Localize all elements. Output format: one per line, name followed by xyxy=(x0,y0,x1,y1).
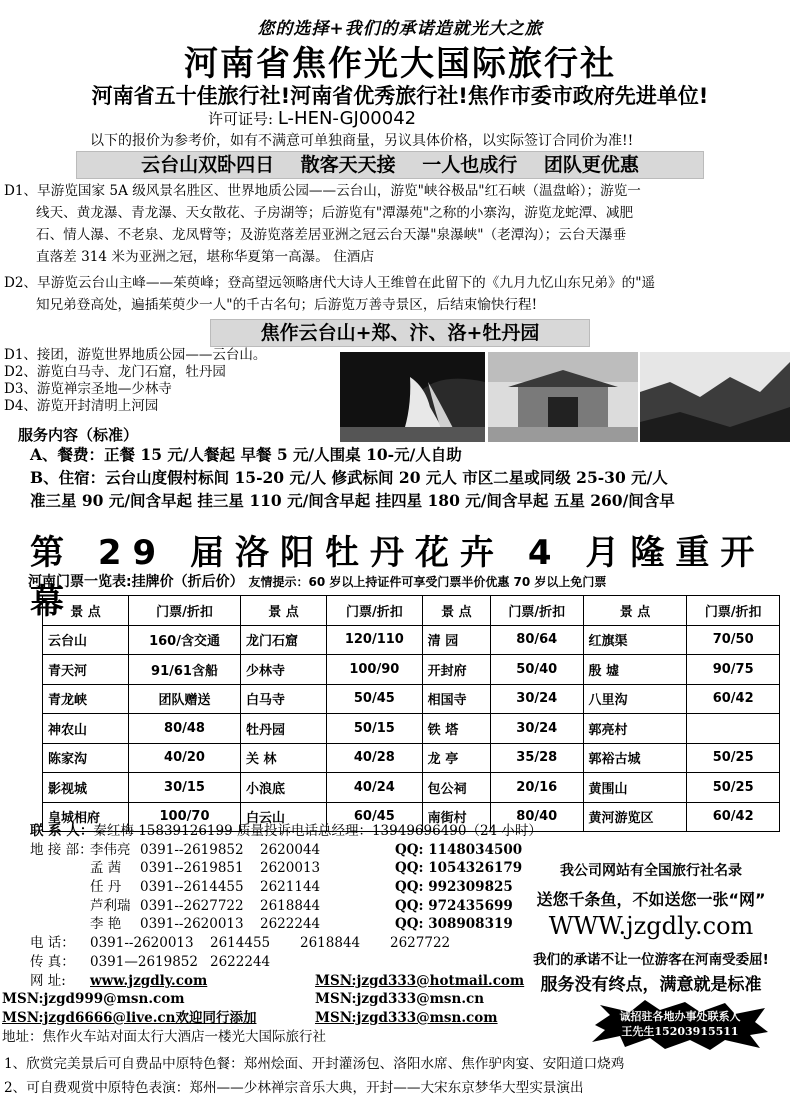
ticket-price-cell: 50/25 xyxy=(687,743,780,773)
scenic-name-cell: 陈家沟 xyxy=(43,743,129,773)
ticket-price-cell: 35/28 xyxy=(490,743,583,773)
day1-line: 直落差 314 米为亚洲之冠，堪称华夏第一高瀑。 住酒店 xyxy=(36,249,374,265)
staff-name: 任 丹 xyxy=(90,879,122,896)
price-note: 以下的报价为参考价，如有不满意可单独商量，另议具体价格，以实际签订合同价为准!! xyxy=(90,133,634,149)
ticket-price-cell: 60/42 xyxy=(687,802,780,832)
fax-value: 2622244 xyxy=(210,953,271,970)
tel-value: 2627722 xyxy=(390,935,451,952)
msn-link[interactable]: MSN:jzgd333@hotmail.com xyxy=(315,972,525,989)
mountain-photo xyxy=(640,352,790,442)
tour1-day1 xyxy=(4,180,796,268)
extra-item: 1、欣赏完美景后可自费品中原特色餐：郑州烩面、开封灌汤包、洛阳水席、焦作驴肉宴、安阳道口烧鸡 xyxy=(4,1056,625,1072)
msn-link[interactable]: MSN:jzgd333@msn.com xyxy=(315,1009,498,1026)
staff-row xyxy=(30,859,542,878)
staff-qq: QQ: 1148034500 xyxy=(395,841,523,858)
contact-label: 联 系 人： xyxy=(30,823,94,839)
license-number: L-HEN-GJ00042 xyxy=(277,108,417,129)
tel-value: 2614455 xyxy=(210,935,271,952)
scenic-name-cell: 青天河 xyxy=(43,655,129,685)
staff-row xyxy=(30,878,542,897)
scenic-name-cell: 皇城相府 xyxy=(43,802,129,832)
extra-item: 2、可自费观赏中原特色表演：郑州——少林禅宗音乐大典，开封——大宋东京梦华大型实景演出 xyxy=(4,1080,584,1096)
fax-value: 0391—2619852 xyxy=(90,953,198,970)
scenic-name-cell: 小浪底 xyxy=(240,773,326,803)
scenic-name-cell: 八里沟 xyxy=(583,684,687,714)
license-line xyxy=(208,108,416,129)
scenic-name-cell: 龙门石窟 xyxy=(240,625,326,655)
scenic-name-cell: 相国寺 xyxy=(422,684,490,714)
ticket-price-cell: 40/20 xyxy=(129,743,241,773)
day2-line: 知兄弟登高处，遍插茱萸少一人"的千古名句；后游览万善寺景区，后结束愉快行程! xyxy=(36,297,538,313)
staff-ext: 2618844 xyxy=(260,897,321,914)
staff-qq: QQ: 972435699 xyxy=(395,897,513,914)
scenic-name-cell: 神农山 xyxy=(43,714,129,744)
staff-qq: QQ: 992309825 xyxy=(395,879,513,896)
staff-name: 芦利瑞 xyxy=(90,897,131,914)
scenic-name-cell: 郭裕古城 xyxy=(583,743,687,773)
web-row xyxy=(30,972,542,991)
staff-name: 李 艳 xyxy=(90,916,122,933)
staff-list xyxy=(30,841,542,934)
honors-line: 河南省五十佳旅行社!河南省优秀旅行社!焦作市委市政府先进单位! xyxy=(91,84,709,108)
msn-row xyxy=(2,1009,542,1028)
table-row xyxy=(43,625,780,655)
ticket-price-cell: 50/40 xyxy=(490,655,583,685)
header-price: 门票/折扣 xyxy=(687,596,780,626)
ticket-price-cell: 50/25 xyxy=(687,773,780,803)
tour2-banner: 焦作云台山+郑、汴、洛+牡丹园 xyxy=(210,319,590,347)
promo-website[interactable]: WWW.jzgdly.com xyxy=(548,912,754,940)
table-row xyxy=(43,655,780,685)
scenic-name-cell: 龙 亭 xyxy=(422,743,490,773)
promo-net-slogan: 送您千条鱼，不如送您一张“网” xyxy=(536,890,766,909)
web-label: 网 址: xyxy=(30,972,66,989)
itinerary-day: D3、游览禅宗圣地—少林寺 xyxy=(4,381,172,397)
staff-qq: QQ: 1054326179 xyxy=(395,860,523,877)
license-label: 许可证号: xyxy=(208,110,274,128)
ticket-price-cell xyxy=(687,714,780,744)
staff-phone: 0391--2614455 xyxy=(140,879,244,896)
ticket-price-cell: 80/40 xyxy=(490,802,583,832)
ticket-header-row xyxy=(43,596,780,626)
scenic-name-cell: 白云山 xyxy=(240,802,326,832)
promo-directory: 我公司网站有全国旅行社名录 xyxy=(560,863,742,879)
ticket-price-cell: 40/28 xyxy=(327,743,423,773)
header-price: 门票/折扣 xyxy=(490,596,583,626)
staff-qq: QQ: 308908319 xyxy=(395,916,513,933)
ticket-price-cell: 80/64 xyxy=(490,625,583,655)
day1-line: D1、早游览国家 5A 级风景名胜区、世界地质公园——云台山，游览"峡谷极品"红石峡（温盘峪）；游览一 xyxy=(4,183,641,199)
scenic-name-cell: 铁 塔 xyxy=(422,714,490,744)
agency-title: 河南省焦作光大国际旅行社 xyxy=(184,44,616,84)
table-row xyxy=(43,714,780,744)
waterfall-photo xyxy=(340,352,485,442)
table-row xyxy=(43,743,780,773)
ticket-table xyxy=(42,595,780,832)
address: 地址：焦作火车站对面太行大酒店一楼光大国际旅行社 xyxy=(2,1028,326,1045)
msn-link[interactable]: MSN:jzgd999@msn.com xyxy=(2,991,185,1008)
header-scenic: 景 点 xyxy=(240,596,326,626)
staff-name: 李伟亮 xyxy=(90,841,131,858)
scenic-name-cell: 开封府 xyxy=(422,655,490,685)
tour2-itinerary xyxy=(4,347,266,415)
msn-row xyxy=(2,990,542,1009)
tel-row xyxy=(30,934,542,953)
ticket-price-cell: 70/50 xyxy=(687,625,780,655)
contact-value: 秦红梅 15839126199 质量投诉电话总经理：13949696490（24 小时） xyxy=(93,823,542,839)
header-price: 门票/折扣 xyxy=(327,596,423,626)
temple-photo xyxy=(488,352,638,442)
scenic-name-cell: 包公祠 xyxy=(422,773,490,803)
staff-ext: 2622244 xyxy=(260,916,321,933)
hotel-line: 准三星 90 元/间含早起 挂三星 110 元/间含早起 挂四星 180 元/间含早起 五星 260/间含早 xyxy=(30,491,675,510)
ticket-price-cell: 50/45 xyxy=(327,684,423,714)
ticket-price-cell: 60/42 xyxy=(687,684,780,714)
scenic-name-cell: 青龙峡 xyxy=(43,684,129,714)
staff-ext: 2621144 xyxy=(260,879,321,896)
staff-row xyxy=(30,841,542,860)
ticket-price-cell: 100/70 xyxy=(129,802,241,832)
fax-row xyxy=(30,953,542,972)
header-scenic: 景 点 xyxy=(583,596,687,626)
recruit-burst xyxy=(590,1000,770,1050)
promo-promise: 我们的承诺不让一位游客在河南受委屈! xyxy=(533,952,769,968)
itinerary-day: D1、接团，游览世界地质公园——云台山。 xyxy=(4,347,267,363)
tour1-day2 xyxy=(4,272,796,316)
header-scenic: 景 点 xyxy=(422,596,490,626)
ticket-price-cell: 30/24 xyxy=(490,714,583,744)
scenic-name-cell: 关 林 xyxy=(240,743,326,773)
ticket-price-cell: 160/含交通 xyxy=(129,625,241,655)
scenic-name-cell: 南街村 xyxy=(422,802,490,832)
staff-phone: 0391--2620013 xyxy=(140,916,244,933)
tel-value: 0391--2620013 xyxy=(90,935,194,952)
ticket-price-cell: 40/24 xyxy=(327,773,423,803)
msn-link[interactable]: MSN:jzgd6666@live.cn欢迎同行添加 xyxy=(2,1009,257,1026)
staff-name: 孟 茜 xyxy=(90,860,122,877)
day1-line: 线天、黄龙瀑、青龙瀑、天女散花、子房湖等；后游览有"潭瀑苑"之称的小寨沟，游览龙蛇潭、减肥 xyxy=(36,205,634,221)
scenic-name-cell: 少林寺 xyxy=(240,655,326,685)
staff-ext: 2620044 xyxy=(260,841,321,858)
contact-person-row xyxy=(30,822,542,841)
tour1-banner: 云台山双卧四日 散客天天接 一人也成行 团队更优惠 xyxy=(76,151,704,179)
msn-link[interactable]: MSN:jzgd333@msn.cn xyxy=(315,991,485,1008)
itinerary-day: D4、游览开封清明上河园 xyxy=(4,398,159,414)
scenic-name-cell: 殷 墟 xyxy=(583,655,687,685)
day2-line: D2、早游览云台山主峰——茱萸峰；登高望远领略唐代大诗人王维曾在此留下的《九月九忆山东兄弟》的"遥 xyxy=(4,275,656,291)
ticket-heading xyxy=(28,571,606,591)
ticket-price-cell: 30/24 xyxy=(490,684,583,714)
header-scenic: 景 点 xyxy=(43,596,129,626)
ticket-price-cell: 30/15 xyxy=(129,773,241,803)
scenic-name-cell: 黄河游览区 xyxy=(583,802,687,832)
ticket-title: 河南门票一览表:挂牌价（折后价） xyxy=(28,574,244,590)
staff-phone: 0391--2619852 xyxy=(140,841,244,858)
ticket-price-cell: 120/110 xyxy=(327,625,423,655)
ticket-price-cell: 团队赠送 xyxy=(129,684,241,714)
recruit-line: 诚招驻各地办事处联系人 xyxy=(619,1010,741,1023)
recruit-line: 王先生15203915511 xyxy=(621,1025,739,1038)
meal-line: A、餐费：正餐 15 元/人餐起 早餐 5 元/人围桌 10-元/人自助 xyxy=(30,445,462,464)
promo-service: 服务没有终点，满意就是标准 xyxy=(540,975,762,995)
ticket-price-cell: 100/90 xyxy=(327,655,423,685)
service-heading: 服务内容（标准） xyxy=(18,426,139,444)
hotel-line: B、住宿：云台山度假村标间 15-20 元/人 修武标间 20 元人 市区二星或同级 25-30 元/人 xyxy=(30,468,668,487)
table-row xyxy=(43,773,780,803)
header-price: 门票/折扣 xyxy=(129,596,241,626)
ticket-price-cell: 80/48 xyxy=(129,714,241,744)
scenic-name-cell: 黄围山 xyxy=(583,773,687,803)
extras-block xyxy=(4,1052,624,1100)
peony-festival-headline: 第 29 届洛阳牡丹花卉 4 月隆重开幕 xyxy=(30,533,766,622)
scenic-name-cell: 白马寺 xyxy=(240,684,326,714)
table-row xyxy=(43,684,780,714)
ticket-price-cell: 91/61含船 xyxy=(129,655,241,685)
scenic-name-cell: 郭亮村 xyxy=(583,714,687,744)
contacts-block xyxy=(2,822,542,1046)
staff-row xyxy=(30,915,542,934)
fax-label: 传 真： xyxy=(30,953,75,970)
scenic-name-cell: 清 园 xyxy=(422,625,490,655)
tel-value: 2618844 xyxy=(300,935,361,952)
tagline: 您的选择+我们的承诺造就光大之旅 xyxy=(257,19,543,39)
scenic-name-cell: 牡丹园 xyxy=(240,714,326,744)
scenic-name-cell: 红旗渠 xyxy=(583,625,687,655)
staff-row xyxy=(30,897,542,916)
ticket-price-cell: 50/15 xyxy=(327,714,423,744)
staff-phone: 0391--2627722 xyxy=(140,897,244,914)
ticket-price-cell: 90/75 xyxy=(687,655,780,685)
ticket-price-cell: 20/16 xyxy=(490,773,583,803)
staff-ext: 2620013 xyxy=(260,860,321,877)
reception-label: 地 接 部： xyxy=(30,841,93,858)
address-row xyxy=(2,1028,542,1047)
staff-phone: 0391--2619851 xyxy=(140,860,244,877)
website-link[interactable]: www.jzgdly.com xyxy=(90,972,208,989)
itinerary-day: D2、游览白马寺、龙门石窟，牡丹园 xyxy=(4,364,226,380)
day1-line: 石、情人瀑、不老泉、龙凤臂等；及游览落差居亚洲之冠云台天瀑"泉瀑峡"（老潭沟）；云台天瀑垂 xyxy=(36,227,627,243)
ticket-price-cell: 60/45 xyxy=(327,802,423,832)
ticket-tip: 友情提示：60 岁以上持证件可享受门票半价优惠 70 岁以上免门票 xyxy=(248,575,607,589)
scenic-name-cell: 影视城 xyxy=(43,773,129,803)
scenic-name-cell: 云台山 xyxy=(43,625,129,655)
ticket-body xyxy=(43,625,780,832)
tel-label: 电 话： xyxy=(30,935,75,952)
